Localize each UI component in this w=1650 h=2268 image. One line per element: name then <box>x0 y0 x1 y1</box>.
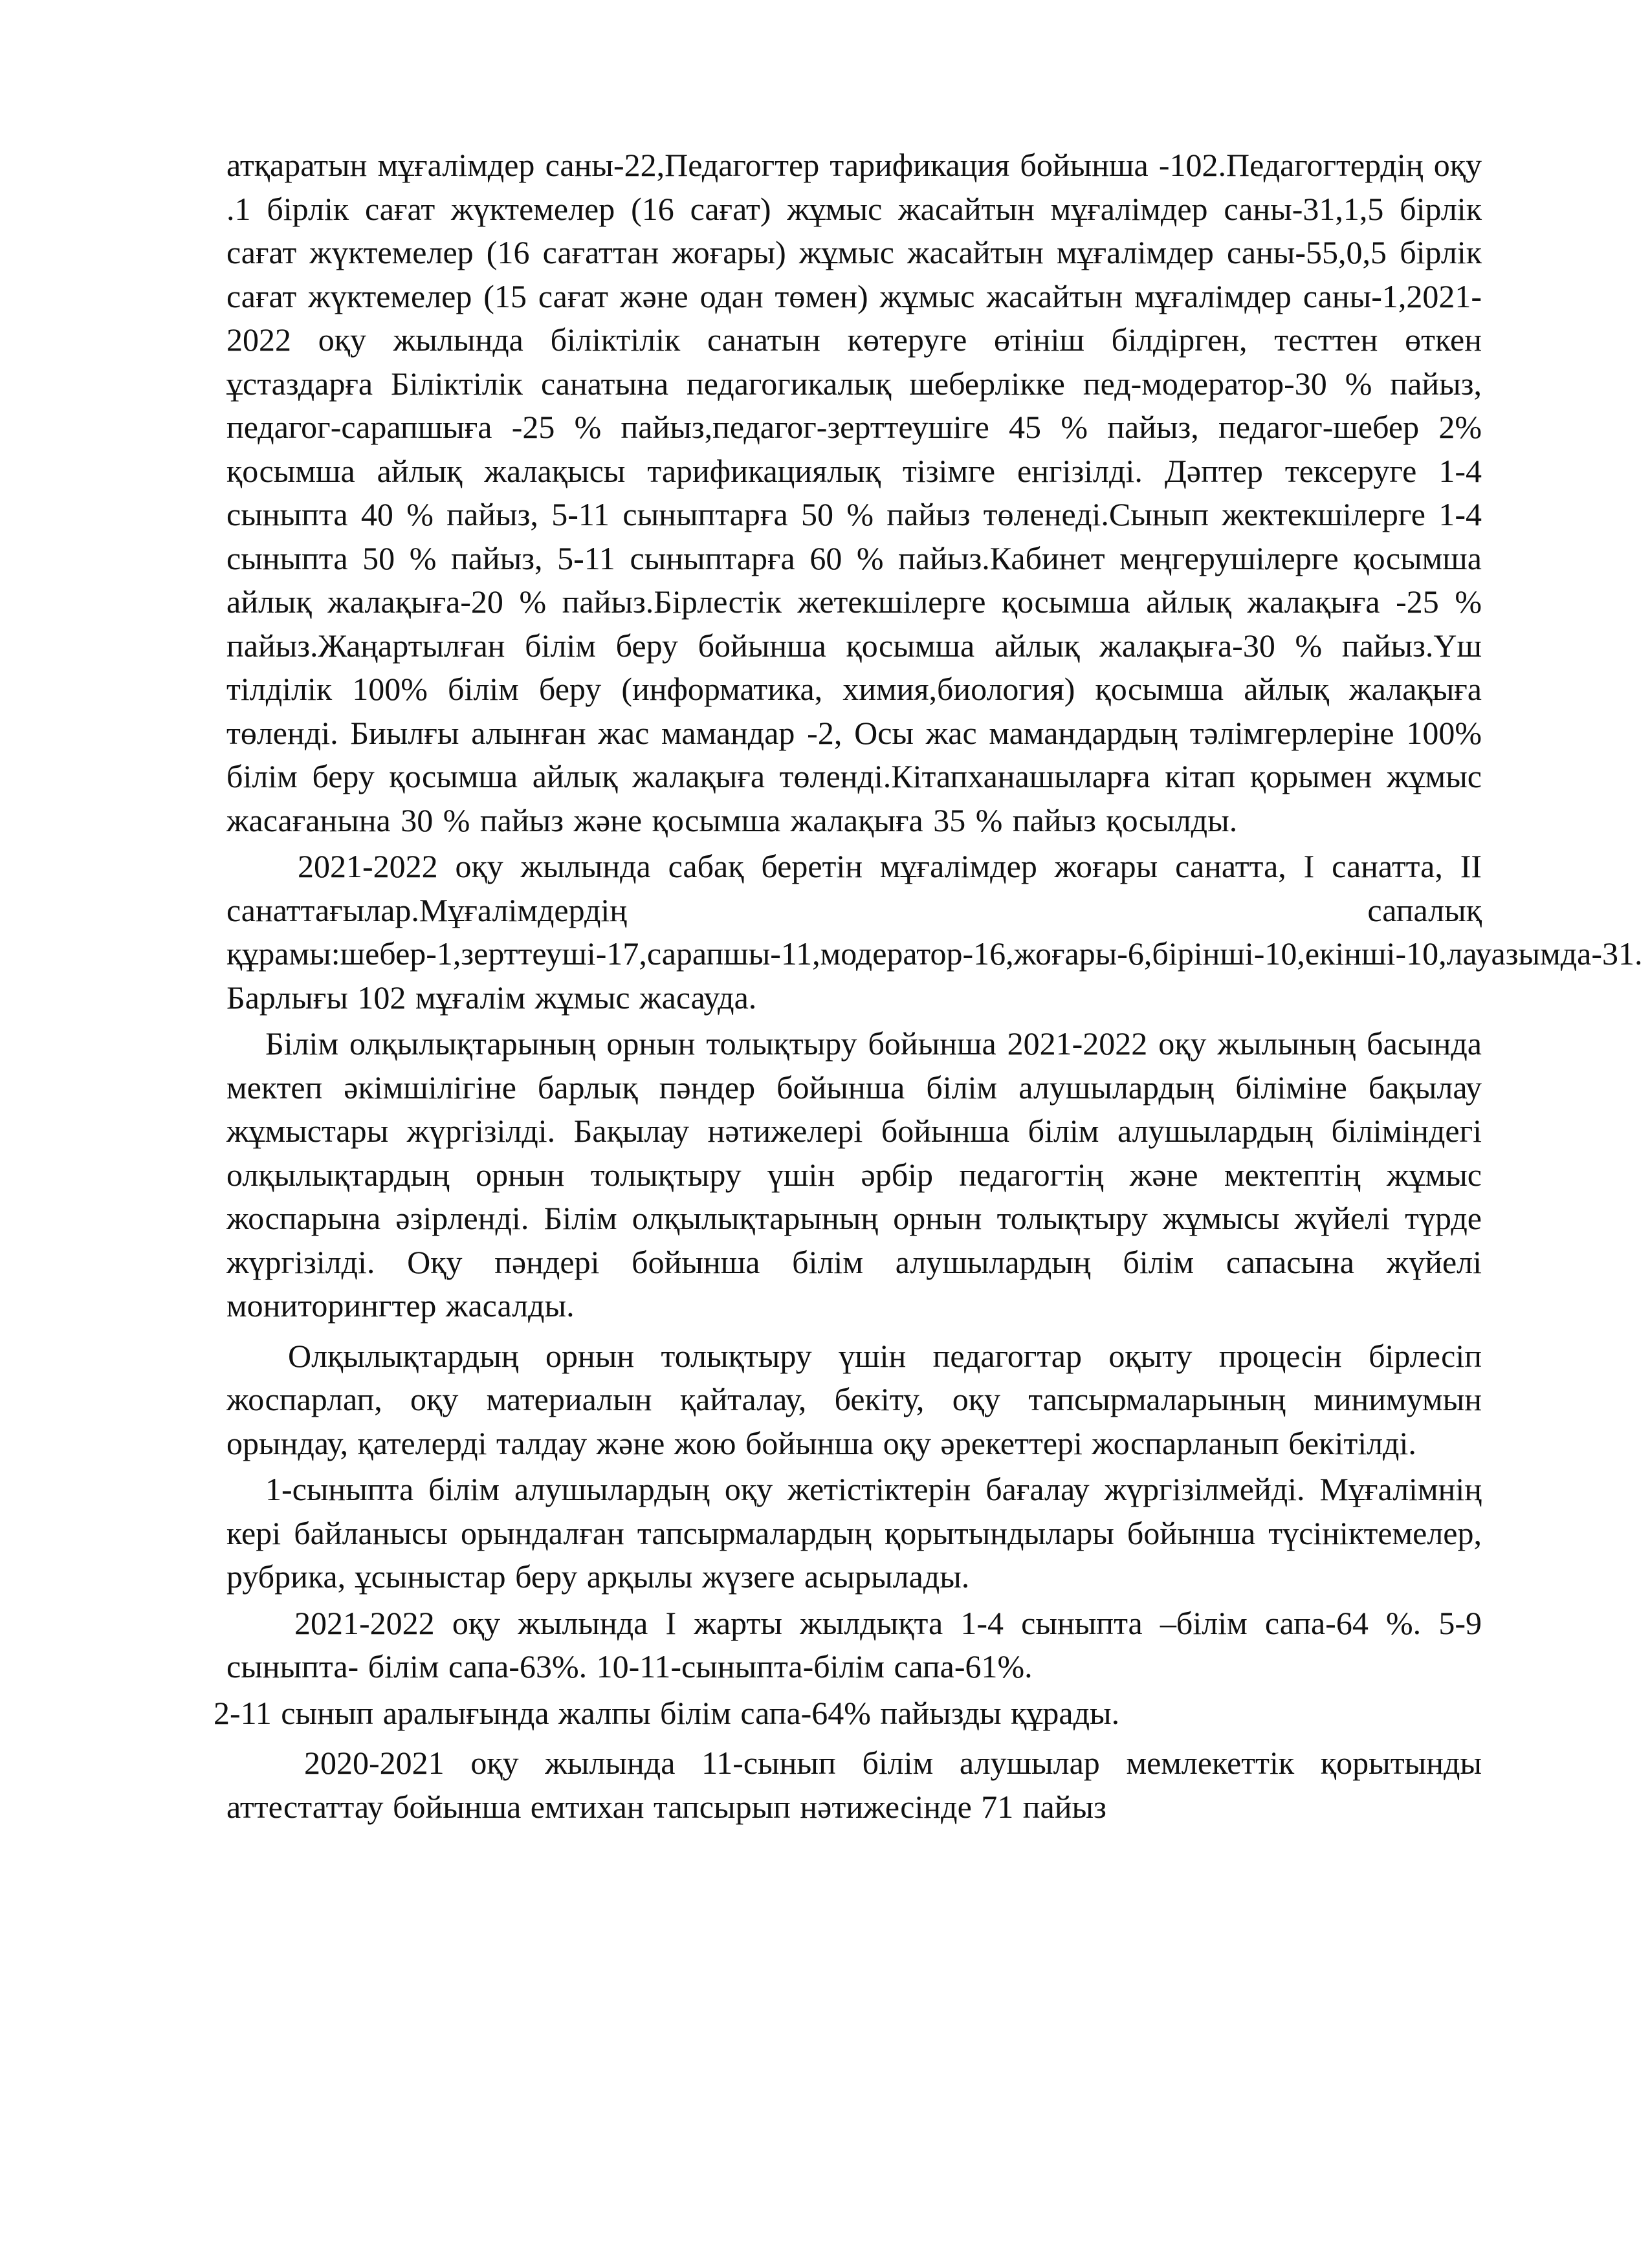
paragraph-learning-gaps: Білім олқылықтарының орнын толықтыру бойынша 2021-2022 оқу жылының басында мектеп әкімшілігіне барлық пәндер бойынша білім алушылардың біліміне бақылау жұмыстары жүргізілді. Бақылау нәтижелері бойынша білім алушылардың біліміндегі олқылықтардың орнын толықтыру үшін әрбір педагогтің және мектептің жұмыс жоспарына әзірленді. Білім олқылықтарының орнын толықтыру жұмысы жүйелі түрде жүргізілді. Оқу пәндері бойынша білім алушылардың білім сапасына жүйелі мониторингтер жасалды. <box>226 1025 1482 1324</box>
paragraph-quality-results: 2021-2022 оқу жылында І жарты жылдықта 1-4 сыныпта –білім сапа-64 %. 5-9 сыныпта- білім сапа-63%. 10-11-сыныпта-білім сапа-61%. <box>226 1604 1482 1685</box>
paragraph-teacher-load-and-bonuses: атқаратын мұғалімдер саны-22,Педагогтер тарификация бойынша -102.Педагогтердің оқу .1 бірлік сағат жүктемелер (16 сағат) жұмыс жасайтын мұғалімдер саны-31,1,5 бірлік сағат жүктемелер (16 сағаттан жоғары) жұмыс жасайтын мұғалімдер саны-55,0,5 бірлік сағат жүктемелер (15 сағат және одан төмен) жұмыс жасайтын мұғалімдер саны-1,2021-2022 оқу жылында біліктілік санатын көтеруге өтініш білдірген, тесттен өткен ұстаздарға Біліктілік санатына педагогикалық шеберлікке пед-модератор-30 % пайыз, педагог-сарапшыға -25 % пайыз,педагог-зерттеушіге 45 % пайыз, педагог-шебер 2% қосымша айлық жалақысы тарификациялық тізімге енгізілді. Дәптер тексеруге 1-4 сыныпта 40 % пайыз, 5-11 сыныптарға 50 % пайыз төленеді.Сынып жектекшілерге 1-4 сыныпта 50 % пайыз, 5-11 сыныптарға 60 % пайыз.Кабинет меңгерушілерге қосымша айлық жалақыға-20 % пайыз.Бірлестік жетекшілерге қосымша айлық жалақыға -25 % пайыз.Жаңартылған білім беру бойынша қосымша айлық жалақыға-30 % пайыз.Үш тілділік 100% білім беру (информатика, химия,биология) қосымша айлық жалақыға төленді. Биылғы алынған жас мамандар -2, Осы жас мамандардың тәлімгерлеріне 100% білім беру қосымша айлық жалақыға төленді.Кітапханашыларға кітап қорымен жұмыс жасағанына 30 % пайыз және қосымша жалақыға 35 % пайыз қосылды. <box>226 147 1482 838</box>
paragraph-gap-filling-plan: Олқылықтардың орнын толықтыру үшін педагогтар оқыту процесін бірлесіп жоспарлап, оқу материалын қайталау, бекіту, оқу тапсырмаларының минимумын орындау, қателерді талдау және жою бойынша оқу әрекеттері жоспарланып бекітілді. <box>226 1337 1482 1461</box>
paragraph-teacher-categories: 2021-2022 оқу жылында сабақ беретін мұғалімдер жоғары санатта, І санатта, ІІ санаттағылар.Мұғалімдердің сапалық құрамы:шебер-1,зерттеуші-17,сарапшы-11,модератор-16,жоғары-6,бірінші-10,екінші-10,лауазымда-31. Барлығы 102 мұғалім жұмыс жасауда. <box>226 848 1643 1016</box>
paragraph-first-grade-assessment: 1-сыныпта білім алушылардың оқу жетістіктерін бағалау жүргізілмейді. Мұғалімнің кері байланысы орындалған тапсырмалардың қорытындылары бойынша түсініктемелер, рубрика, ұсыныстар беру арқылы жүзеге асырылады. <box>226 1471 1482 1595</box>
paragraph-overall-quality: 2-11 сынып аралығында жалпы білім сапа-64% пайызды құрады. <box>214 1694 1120 1731</box>
document-body <box>214 144 1643 1829</box>
paragraph-final-attestation: 2020-2021 оқу жылында 11-сынып білім алушылар мемлекеттік қорытынды аттестаттау бойынша емтихан тапсырып нәтижесінде 71 пайыз <box>226 1745 1482 1825</box>
